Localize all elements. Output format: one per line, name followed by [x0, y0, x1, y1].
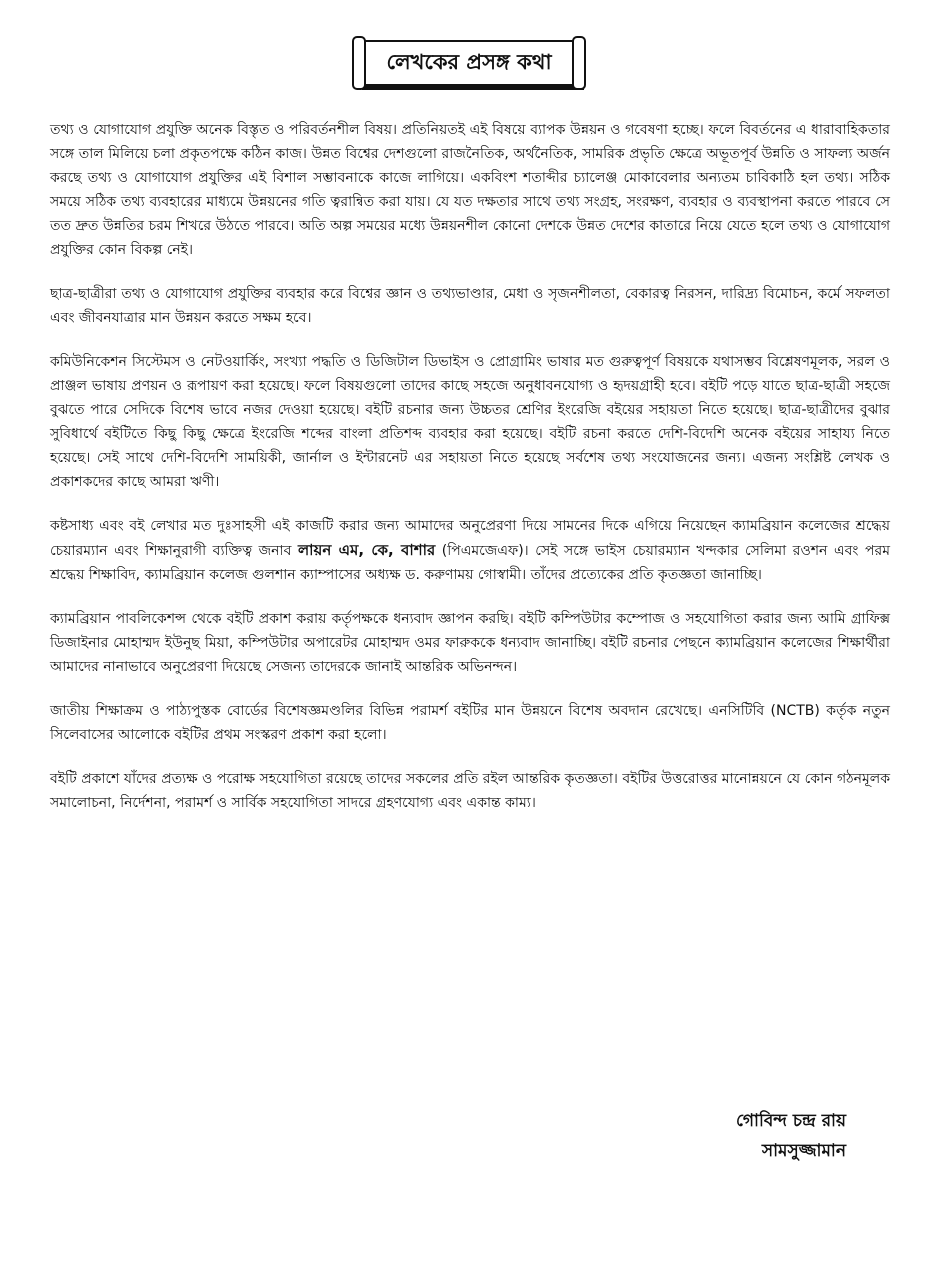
paragraph-closing: বইটি প্রকাশে যাঁদের প্রত্যক্ষ ও পরোক্ষ সহযোগিতা রয়েছে তাদের সকলের প্রতি রইল আন্তরিক কৃতজ্ঞতা। বইটির উত্তরোত্তর মানোন্নয়নে যে কোন গঠনমূলক সমালোচনা, নির্দেশনা, পরামর্শ ও সার্বিক সহযোগিতা সাদরে গ্রহণযোগ্য এবং একান্ত কাম্য। — [50, 771, 890, 811]
paragraph-nctb: জাতীয় শিক্ষাক্রম ও পাঠ্যপুস্তক বোর্ডের বিশেষজ্ঞমণ্ডলির বিভিন্ন পরামর্শ বইটির মান উন্নয়নে বিশেষ অবদান রেখেছে। এনসিটিবি (NCTB) কর্তৃক নতুন সিলেবাসের আলোকে বইটির প্রথম সংস্করণ প্রকাশ করা হলো। — [50, 703, 890, 743]
paragraph-students: ছাত্র-ছাত্রীরা তথ্য ও যোগাযোগ প্রযুক্তির ব্যবহার করে বিশ্বের জ্ঞান ও তথ্যভাণ্ডার, মেধা ও সৃজনশীলতা, বেকারত্ব নিরসন, দারিদ্র্য বিমোচন, কর্মে সফলতা এবং জীবনযাত্রার মান উন্নয়ন করতে সক্ষম হবে। — [50, 286, 890, 326]
paragraph-publication: ক্যামব্রিয়ান পাবলিকেশন্স থেকে বইটি প্রকাশ করায় কর্তৃপক্ষকে ধন্যবাদ জ্ঞাপন করছি। বইটি কম্পিউটার কম্পোজ ও সহযোগিতা করার জন্য আমি গ্রাফিক্স ডিজাইনার মোহাম্মদ ইউনুছ মিয়া, কম্পিউটার অপারেটর মোহাম্মদ ওমর ফারুককে ধন্যবাদ জানাচ্ছি। বইটি রচনার পেছনে ক্যামব্রিয়ান কলেজের শিক্ষার্থীরা আমাদের নানাভাবে অনুপ্রেরণা দিয়েছে সেজন্য তাদেরকে জানাই আন্তরিক অভিনন্দন। — [50, 611, 890, 675]
paragraph-intro: তথ্য ও যোগাযোগ প্রযুক্তি অনেক বিস্তৃত ও পরিবর্তনশীল বিষয়। প্রতিনিয়তই এই বিষয়ে ব্যাপক উন্নয়ন ও গবেষণা হচ্ছে। ফলে বিবর্তনের এ ধারাবাহিকতার সঙ্গে তাল মিলিয়ে চলা প্রকৃতপক্ষে কঠিন কাজ। উন্নত বিশ্বের দেশগুলো রাজনৈতিক, অর্থনৈতিক, সামরিক প্রভৃতি ক্ষেত্রে অভূতপূর্ব উন্নতি ও সাফল্য অর্জন করছে তথ্য ও যোগাযোগ প্রযুক্তির এই বিশাল সম্ভাবনাকে কাজে লাগিয়ে। একবিংশ শতাব্দীর চ্যালেঞ্জ মোকাবেলার অন্যতম চাবিকাঠি হল তথ্য। সঠিক সময়ে সঠিক তথ্য ব্যবহারের মাধ্যমে উন্নয়নের গতি ত্বরান্বিত করা যায়। যে যত দক্ষতার সাথে তথ্য সংগ্রহ, সংরক্ষণ, ব্যবহার ও ব্যবস্থাপনা করতে পারবে সে তত দ্রুত উন্নতির চরম শিখরে উঠতে পারবে। অতি অল্প সময়ের মধ্যে উন্নয়নশীল কোনো দেশকে উন্নত দেশের কাতারে নিয়ে যেতে হলে তথ্য ও যোগাযোগ প্রযুক্তির কোন বিকল্প নেই। — [50, 122, 890, 258]
ack-text-start: কষ্টসাধ্য এবং বই লেখার মত দুঃসাহসী এই কাজটি করার জন্য আমাদের অনুপ্রেরণা দিয়ে সামনের দিকে এগিয়ে নিয়েছেন ক্যামব্রিয়ান কলেজের শ্রদ্ধেয় চেয়ারম্যান এবং শিক্ষানুরাগী ব্যক্তিত্ব জনাব — [50, 518, 890, 559]
author-name-2: সামসুজ্জামান — [761, 1141, 846, 1161]
signature-block — [736, 1106, 846, 1166]
page-title: লেখকের প্রসঙ্গ কথা — [386, 49, 552, 74]
title-scroll-frame — [358, 40, 580, 86]
paragraph-content: কমিউনিকেশন সিস্টেমস ও নেটওয়ার্কিং, সংখ্যা পদ্ধতি ও ডিজিটাল ডিভাইস ও প্রোগ্রামিং ভাষার মত গুরুত্বপূর্ণ বিষয়কে যথাসম্ভব বিশ্লেষণমূলক, সরল ও প্রাঞ্জল ভাষায় প্রণয়ন ও রূপায়ণ করা হয়েছে। ফলে বিষয়গুলো তাদের কাছে সহজে অনুধাবনযোগ্য ও হৃদয়গ্রাহী হবে। বইটি পড়ে যাতে ছাত্র-ছাত্রী সহজে বুঝতে পারে সেদিকে বিশেষ ভাবে নজর দেওয়া হয়েছে। বইটি রচনার জন্য উচ্চতর শ্রেণির ইংরেজি বইয়ের সহায়তা নিতে হয়েছে। ছাত্র-ছাত্রীদের বুঝার সুবিধার্থে বইটিতে কিছু কিছু ক্ষেত্রে ইংরেজি শব্দের বাংলা প্রতিশব্দ ব্যবহার করা হয়েছে। বইটি রচনা করতে দেশি-বিদেশি অনেক বইয়ের সাহায্য নিতে হয়েছে। সেই সাথে দেশি-বিদেশি সাময়িকী, জার্নাল ও ইন্টারনেট এর সহায়তা নিতে হয়েছে সর্বশেষ তথ্য সংযোজনের জন্য। এজন্য সংশ্লিষ্ট লেখক ও প্রকাশকদের কাছে আমরা ঋণী। — [50, 354, 890, 490]
chairman-name: লায়ন এম, কে, বাশার — [297, 541, 436, 559]
paragraph-acknowledgement — [50, 514, 890, 587]
ack-text-end: (পিএমজেএফ)। সেই সঙ্গে ভাইস চেয়ারম্যান খন্দকার সেলিমা রওশন এবং পরম শ্রদ্ধেয় শিক্ষাবিদ, ক্যামব্রিয়ান কলেজ গুলশান ক্যাম্পাসের অধ্যক্ষ ড. করুণাময় গোস্বামী। তাঁদের প্রত্যেকের প্রতি কৃতজ্ঞতা জানাচ্ছি। — [50, 543, 890, 583]
author-name-1: গোবিন্দ চন্দ্র রায় — [736, 1111, 846, 1131]
preface-body — [50, 118, 890, 835]
